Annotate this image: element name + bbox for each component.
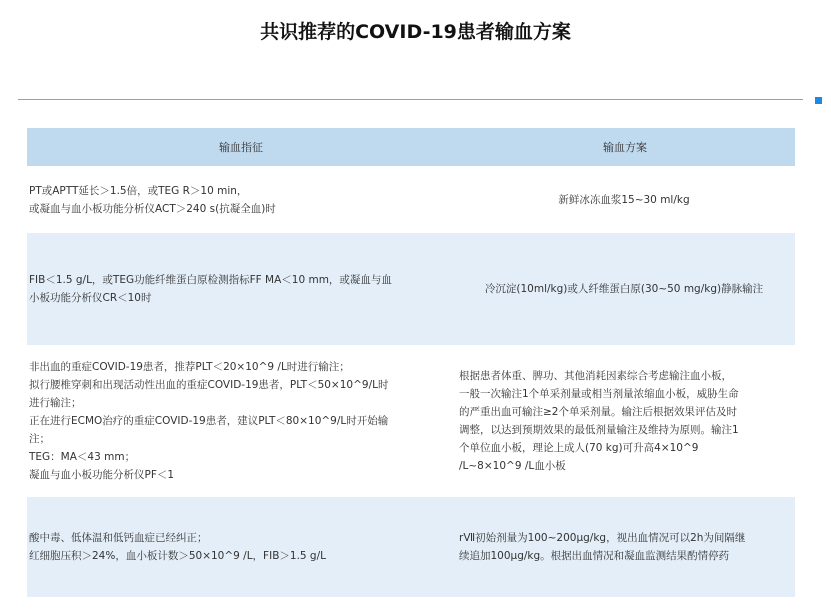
indication-line: 拟行腰椎穿刺和出现活动性出血的重症COVID-19患者，PLT＜50×10^9/L时 — [29, 379, 389, 391]
table-row — [27, 233, 795, 345]
indication-line: 正在进行ECMO治疗的重症COVID-19患者，建议PLT＜80×10^9/L时开始输 — [29, 415, 389, 427]
plan-line: 新鲜冰冻血浆15~30 ml/kg — [558, 193, 690, 206]
plan-line: 一般一次输注1个单采剂量或相当剂量浓缩血小板，威胁生命 — [459, 388, 739, 400]
header-plan: 输血方案 — [455, 128, 795, 166]
indication-line: 注； — [29, 433, 50, 445]
plan-line: 个单位血小板，理论上成人(70 kg)可升高4×10^9 — [459, 442, 699, 454]
plan-line: 续追加100μg/kg。根据出血情况和凝血监测结果酌情停药 — [459, 550, 730, 562]
plan-line: /L~8×10^9 /L血小板 — [459, 460, 566, 472]
indication-line: 进行输注； — [29, 397, 82, 409]
indication-line: 红细胞压积＞24%，血小板计数＞50×10^9 /L，FIB＞1.5 g/L — [29, 550, 326, 562]
table-row — [27, 497, 795, 597]
indication-line: FIB＜1.5 g/L，或TEG功能纤维蛋白原检测指标FF MA＜10 mm，或凝血与血 — [29, 274, 392, 286]
indication-cell — [27, 166, 455, 233]
indication-cell — [27, 345, 455, 497]
plan-line: 冷沉淀(10ml/kg)或人纤维蛋白原(30~50 mg/kg)静脉输注 — [484, 283, 764, 295]
plan-cell — [455, 233, 795, 345]
indication-line: 凝血与血小板功能分析仪PF＜1 — [29, 469, 175, 481]
indication-line: 非出血的重症COVID-19患者，推荐PLT＜20×10^9 /L时进行输注； — [29, 361, 350, 373]
indication-line: TEG：MA＜43 mm； — [29, 451, 136, 463]
plan-line: 的严重出血可输注≥2个单采剂量。输注后根据效果评估及时 — [459, 406, 737, 418]
title-divider — [18, 99, 803, 100]
indication-line: 小板功能分析仪CR＜10时 — [29, 292, 152, 304]
plan-cell — [455, 345, 795, 497]
page-title: 共识推荐的COVID-19患者输血方案 — [260, 21, 571, 43]
table-row — [27, 166, 795, 233]
indication-cell — [27, 497, 455, 597]
divider-marker — [815, 97, 822, 104]
plan-cell — [455, 166, 795, 233]
table-row — [27, 345, 795, 497]
indication-line: 或凝血与血小板功能分析仪ACT＞240 s(抗凝全血)时 — [29, 202, 276, 215]
plan-line: 调整，以达到预期效果的最低剂量输注及维持为原则。输注1 — [459, 424, 739, 436]
indication-cell — [27, 233, 455, 345]
header-indication: 输血指征 — [27, 128, 455, 166]
transfusion-table — [27, 128, 795, 597]
indication-line: PT或APTT延长＞1.5倍，或TEG R＞10 min， — [29, 184, 248, 197]
plan-line: 根据患者体重、脾功、其他消耗因素综合考虑输注血小板， — [459, 370, 732, 382]
plan-line: rⅦ初始剂量为100~200μg/kg，视出血情况可以2h为间隔继 — [459, 532, 746, 544]
indication-line: 酸中毒、低体温和低钙血症已经纠正； — [29, 532, 208, 544]
plan-cell — [455, 497, 795, 597]
